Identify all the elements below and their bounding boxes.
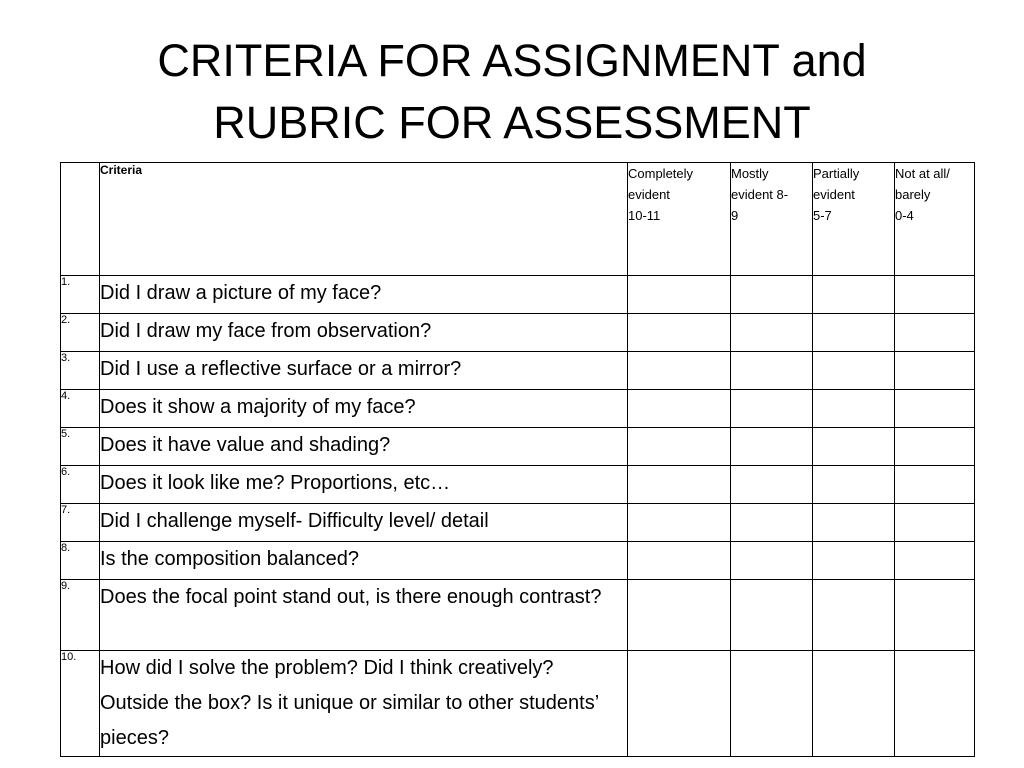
- rating-header-completely-evident: [628, 163, 731, 276]
- score-cell-completely[interactable]: [628, 390, 731, 428]
- score-cell-mostly[interactable]: [731, 466, 813, 504]
- rating-header-line: Mostly: [731, 166, 769, 181]
- score-cell-not-at-all[interactable]: [895, 314, 975, 352]
- score-cell-not-at-all[interactable]: [895, 428, 975, 466]
- rating-header-not-at-all: [895, 163, 975, 276]
- row-number: 7.: [61, 504, 100, 542]
- score-cell-partially[interactable]: [813, 504, 895, 542]
- criteria-header-label: Criteria: [100, 163, 143, 177]
- table-row: [61, 542, 975, 580]
- score-cell-partially[interactable]: [813, 466, 895, 504]
- score-cell-partially[interactable]: [813, 428, 895, 466]
- score-cell-mostly[interactable]: [731, 580, 813, 651]
- row-number: 4.: [61, 390, 100, 428]
- score-cell-not-at-all[interactable]: [895, 542, 975, 580]
- rating-header-partially-evident: [813, 163, 895, 276]
- table-row: [61, 352, 975, 390]
- rubric-table: [60, 162, 975, 757]
- criterion-text: How did I solve the problem? Did I think creatively? Outside the box? Is it unique or similar to other students’ pieces?: [100, 651, 628, 757]
- score-cell-partially[interactable]: [813, 314, 895, 352]
- score-cell-mostly[interactable]: [731, 352, 813, 390]
- table-row: [61, 276, 975, 314]
- row-number: 5.: [61, 428, 100, 466]
- rating-header-mostly-evident: [731, 163, 813, 276]
- page-title: [0, 30, 1024, 154]
- row-number: 2.: [61, 314, 100, 352]
- criterion-text: Does it show a majority of my face?: [100, 390, 628, 428]
- rating-header-line: Completely: [628, 166, 694, 181]
- score-cell-not-at-all[interactable]: [895, 466, 975, 504]
- score-cell-mostly[interactable]: [731, 314, 813, 352]
- rating-header-range: 10-11: [628, 208, 661, 223]
- table-row: [61, 580, 975, 651]
- row-number: 3.: [61, 352, 100, 390]
- score-cell-not-at-all[interactable]: [895, 504, 975, 542]
- score-cell-mostly[interactable]: [731, 542, 813, 580]
- criterion-text: Did I draw my face from observation?: [100, 314, 628, 352]
- score-cell-completely[interactable]: [628, 276, 731, 314]
- score-cell-partially[interactable]: [813, 651, 895, 757]
- score-cell-mostly[interactable]: [731, 504, 813, 542]
- criterion-text: Does it have value and shading?: [100, 428, 628, 466]
- score-cell-not-at-all[interactable]: [895, 651, 975, 757]
- rating-header-line: evident 8-: [731, 187, 789, 202]
- score-cell-mostly[interactable]: [731, 651, 813, 757]
- score-cell-completely[interactable]: [628, 542, 731, 580]
- row-number: 1.: [61, 276, 100, 314]
- table-row: [61, 390, 975, 428]
- score-cell-completely[interactable]: [628, 580, 731, 651]
- score-cell-completely[interactable]: [628, 651, 731, 757]
- table-row: [61, 504, 975, 542]
- title-line-2: RUBRIC FOR ASSESSMENT: [213, 97, 811, 148]
- rating-header-line: Partially: [813, 166, 860, 181]
- score-cell-completely[interactable]: [628, 466, 731, 504]
- score-cell-mostly[interactable]: [731, 276, 813, 314]
- rating-header-line: Not at all/: [895, 166, 950, 181]
- title-line-1: CRITERIA FOR ASSIGNMENT and: [157, 35, 867, 86]
- score-cell-completely[interactable]: [628, 504, 731, 542]
- score-cell-mostly[interactable]: [731, 428, 813, 466]
- score-cell-not-at-all[interactable]: [895, 276, 975, 314]
- table-row: [61, 466, 975, 504]
- number-column-header: [61, 163, 100, 276]
- row-number: 10.: [61, 651, 100, 757]
- score-cell-not-at-all[interactable]: [895, 580, 975, 651]
- table-header-row: [61, 163, 975, 276]
- score-cell-completely[interactable]: [628, 314, 731, 352]
- score-cell-partially[interactable]: [813, 276, 895, 314]
- score-cell-partially[interactable]: [813, 352, 895, 390]
- score-cell-not-at-all[interactable]: [895, 352, 975, 390]
- row-number: 6.: [61, 466, 100, 504]
- rating-header-range: 0-4: [895, 208, 914, 223]
- criterion-text: Did I draw a picture of my face?: [100, 276, 628, 314]
- table-row: [61, 314, 975, 352]
- rating-header-line: barely: [895, 187, 931, 202]
- criteria-column-header: [100, 163, 628, 276]
- score-cell-completely[interactable]: [628, 352, 731, 390]
- row-number: 9.: [61, 580, 100, 651]
- score-cell-completely[interactable]: [628, 428, 731, 466]
- criterion-text: Does it look like me? Proportions, etc…: [100, 466, 628, 504]
- table-row: [61, 428, 975, 466]
- rating-header-line: evident: [628, 187, 670, 202]
- score-cell-partially[interactable]: [813, 580, 895, 651]
- criterion-text: Did I challenge myself- Difficulty level/ detail: [100, 504, 628, 542]
- criterion-text: Did I use a reflective surface or a mirror?: [100, 352, 628, 390]
- row-number: 8.: [61, 542, 100, 580]
- rating-header-line: evident: [813, 187, 855, 202]
- criterion-text: Is the composition balanced?: [100, 542, 628, 580]
- table-row: [61, 651, 975, 757]
- rating-header-range: 5-7: [813, 208, 832, 223]
- score-cell-mostly[interactable]: [731, 390, 813, 428]
- criterion-text: Does the focal point stand out, is there enough contrast?: [100, 580, 628, 651]
- score-cell-partially[interactable]: [813, 390, 895, 428]
- score-cell-partially[interactable]: [813, 542, 895, 580]
- score-cell-not-at-all[interactable]: [895, 390, 975, 428]
- rating-header-range: 9: [731, 208, 739, 223]
